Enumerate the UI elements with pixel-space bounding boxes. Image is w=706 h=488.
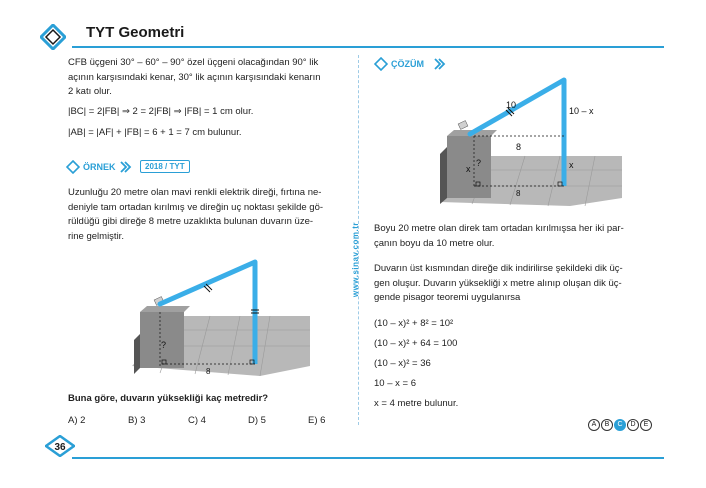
solution-arrow-icon	[432, 57, 446, 71]
header-title: TYT Geometri	[86, 24, 185, 41]
formula-3: (10 – x)² = 36	[374, 358, 431, 369]
example-diamond-icon	[66, 160, 80, 174]
figure-8-bottom: 8	[516, 189, 521, 198]
wall-top	[140, 306, 190, 312]
option-c[interactable]: C) 4	[188, 415, 206, 426]
option-b[interactable]: B) 3	[128, 415, 146, 426]
figure-question-mark: ?	[476, 158, 482, 168]
wall-side	[440, 147, 447, 204]
figure-hyp-label: 10	[506, 100, 517, 110]
figure-10-minus-x: 10 – x	[569, 106, 594, 116]
solution-paragraph-1: Boyu 20 metre olan direk tam ortadan kırılmışsa her iki par- çanın boyu da 10 metre olur.	[374, 223, 624, 249]
answer-b: B	[601, 419, 613, 431]
figure-x-left: x	[466, 164, 471, 174]
figure-8-top: 8	[516, 142, 522, 152]
figure-x-right: x	[569, 160, 574, 170]
option-a[interactable]: A) 2	[68, 415, 86, 426]
wall-side	[134, 334, 140, 374]
question-prompt: Buna göre, duvarın yüksekliği kaç metredir?	[68, 393, 269, 404]
answer-e: E	[640, 419, 652, 431]
formula-4: 10 – x = 6	[374, 378, 416, 389]
equation-bc: |BC| = 2|FB| ⇒ 2 = 2|FB| ⇒ |FB| = 1 cm olur.	[68, 106, 254, 117]
equation-ab: |AB| = |AF| + |FB| = 6 + 1 = 7 cm bulunur.	[68, 127, 242, 138]
answer-a: A	[588, 419, 600, 431]
header-rule	[72, 46, 664, 48]
formula-2: (10 – x)² + 64 = 100	[374, 338, 458, 349]
page-number: 36	[54, 442, 66, 453]
footer-rule	[72, 457, 664, 459]
question-text: Uzunluğu 20 metre olan mavi renkli elektrik direği, fırtına ne- deniyle tam ortadan kırılmış ve direğin uç noktası şekilde gö- rüldüğü gibi direğe 8 metre uzaklıkta bulunan duvarın üze- rine gelmiştir.	[68, 187, 324, 242]
answer-key	[588, 413, 653, 431]
example-label: ÖRNEK	[83, 162, 116, 172]
figure-distance-label: 8	[206, 367, 211, 376]
pole-tip-box	[458, 121, 468, 130]
broken-pole-top	[470, 80, 564, 134]
answer-d: D	[627, 419, 639, 431]
solution-paragraph-2: Duvarın üst kısmından direğe dik indirilirse şekildeki dik üç- gen oluşur. Duvarın yüksekliği x metre alınıp oluşan dik üç- gende pisagor teoremi uygulanırsa	[374, 263, 623, 303]
figure-question-mark: ?	[161, 340, 167, 350]
page-number-badge	[45, 435, 75, 457]
formula-5: x = 4 metre bulunur.	[374, 398, 459, 409]
example-year-badge: 2018 / TYT	[140, 160, 190, 173]
option-d[interactable]: D) 5	[248, 415, 266, 426]
solution-diamond-icon	[374, 57, 388, 71]
solution-label: ÇÖZÜM	[391, 59, 424, 69]
header-diamond-icon	[40, 24, 66, 50]
formula-1: (10 – x)² + 8² = 10²	[374, 318, 454, 329]
answer-c-selected: C	[614, 419, 626, 431]
side-url: www.sinav.com.tr	[351, 222, 360, 298]
example-arrow-icon	[118, 160, 132, 174]
intro-text: CFB üçgeni 30° – 60° – 90° özel üçgeni olacağından 90° lik açının karşısındaki kenar, 30° lik açının karşısındaki kenarın 2 katı olur.	[68, 57, 321, 97]
option-e[interactable]: E) 6	[308, 415, 326, 426]
broken-pole-top	[160, 262, 255, 304]
solution-figure	[430, 74, 630, 208]
question-figure	[120, 248, 320, 388]
